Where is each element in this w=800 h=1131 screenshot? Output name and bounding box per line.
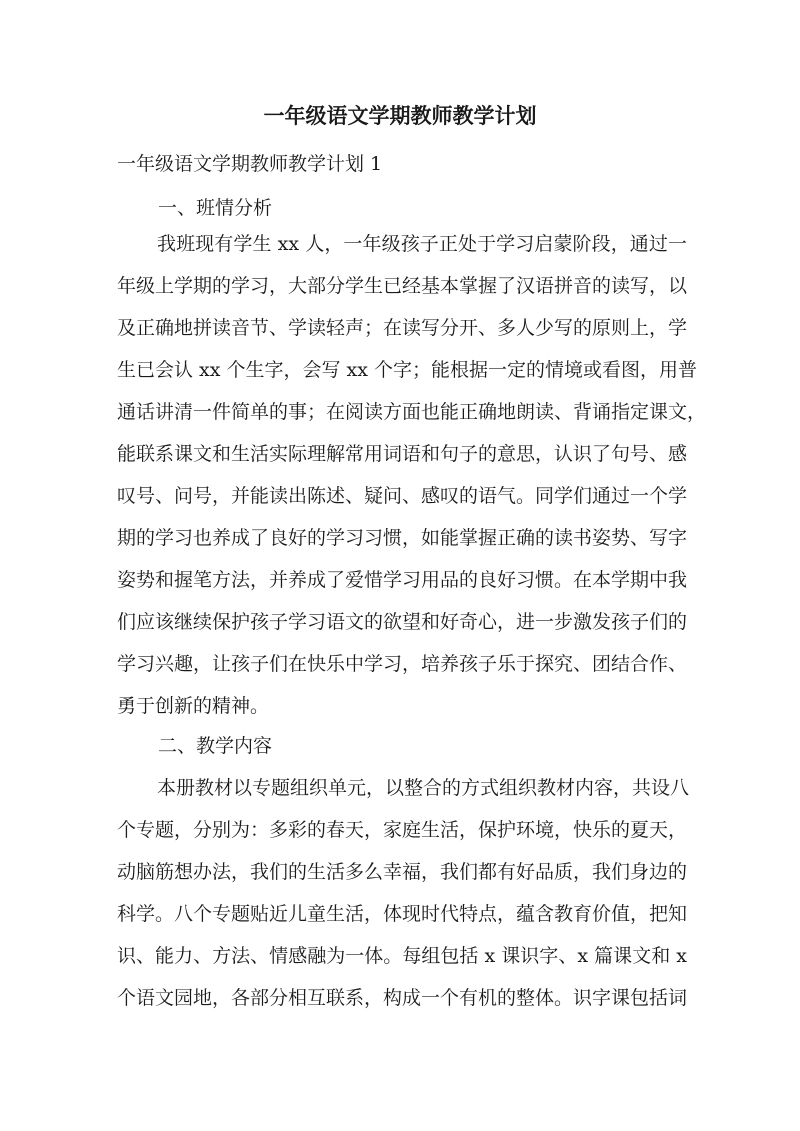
paragraph-line: 生已会认 xx 个生字，会写 xx 个字；能根据一定的情境或看图，用普 [117, 359, 698, 381]
paragraph-line: 勇于创新的精神。 [117, 695, 270, 717]
paragraph-line: 期的学习也养成了良好的学习习惯，如能掌握正确的读书姿势、写字 [117, 527, 688, 549]
section-paragraph-teaching-content [117, 767, 690, 1019]
paragraph-line: 我班现有学生 xx 人，一年级孩子正处于学习启蒙阶段，通过一 [157, 233, 687, 255]
paragraph-line: 学习兴趣，让孩子们在快乐中学习，培养孩子乐于探究、团结合作、 [117, 653, 688, 675]
paragraph-line: 叹号、问号，并能读出陈述、疑问、感叹的语气。同学们通过一个学 [117, 485, 688, 507]
section-paragraph-class-analysis [117, 223, 707, 727]
document-subtitle: 一年级语文学期教师教学计划 1 [117, 153, 383, 175]
paragraph-line: 姿势和握笔方法，并养成了爱惜学习用品的良好习惯。在本学期中我 [117, 569, 688, 591]
paragraph-line: 动脑筋想办法，我们的生活多么幸福，我们都有好品质，我们身边的 [117, 861, 688, 883]
paragraph-line: 及正确地拼读音节、学读轻声；在读写分开、多人少写的原则上，学 [117, 317, 688, 339]
paragraph-line: 本册教材以专题组织单元，以整合的方式组织教材内容，共设八 [157, 777, 690, 799]
paragraph-line: 个专题，分别为：多彩的春天，家庭生活，保护环境，快乐的夏天， [117, 819, 688, 841]
paragraph-line: 年级上学期的学习，大部分学生已经基本掌握了汉语拼音的读写，以 [117, 275, 688, 297]
paragraph-line: 能联系课文和生活实际理解常用词语和句子的意思，认识了句号、感 [117, 443, 688, 465]
section-heading-class-analysis: 一、班情分析 [158, 197, 273, 219]
paragraph-line: 通话讲清一件简单的事；在阅读方面也能正确地朗读、背诵指定课文， [117, 401, 707, 423]
paragraph-line: 识、能力、方法、情感融为一体。每组包括 x 课识字、x 篇课文和 x [117, 945, 687, 967]
document-title: 一年级语文学期教师教学计划 [263, 103, 537, 128]
paragraph-line: 们应该继续保护孩子学习语文的欲望和好奇心，进一步激发孩子们的 [117, 611, 688, 633]
paragraph-line: 个语文园地，各部分相互联系，构成一个有机的整体。识字课包括词 [117, 987, 688, 1009]
section-heading-teaching-content: 二、教学内容 [158, 735, 273, 757]
paragraph-line: 科学。八个专题贴近儿童生活，体现时代特点，蕴含教育价值，把知 [117, 903, 688, 925]
